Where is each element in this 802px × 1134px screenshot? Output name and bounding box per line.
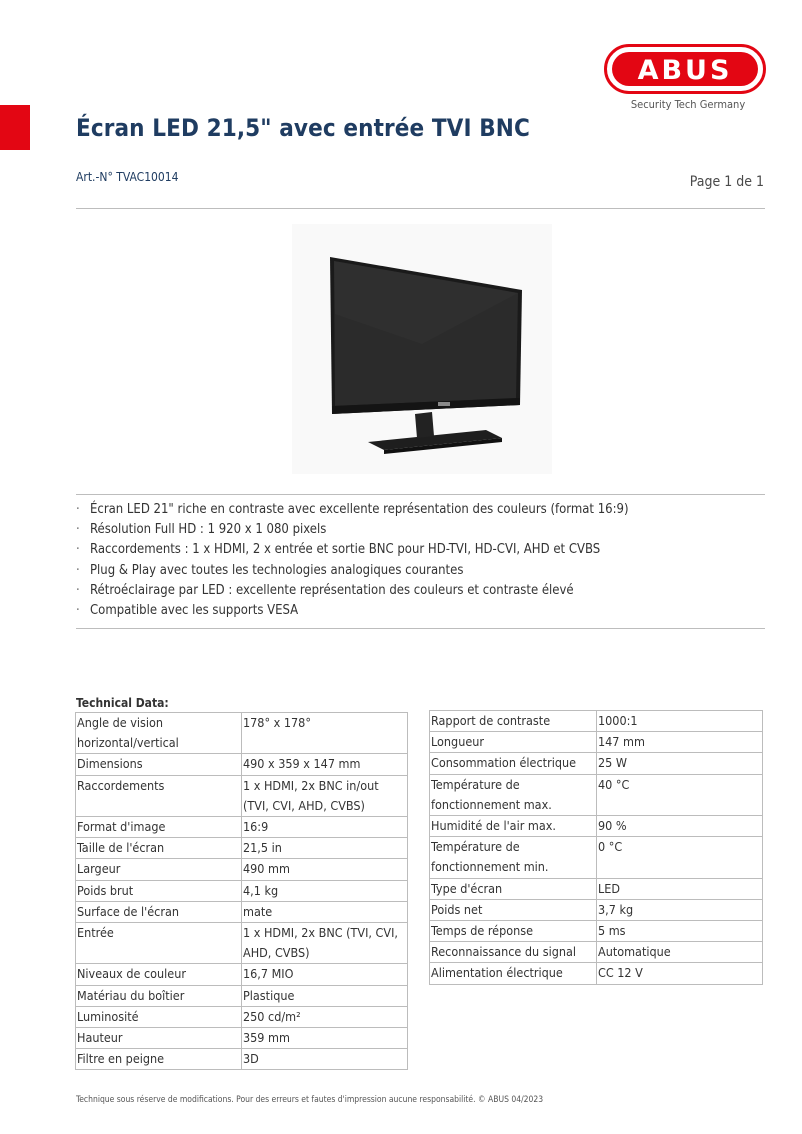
spec-value: 490 mm bbox=[242, 859, 408, 880]
spec-key: Consommation électrique bbox=[430, 753, 597, 774]
spec-value-line: 1 x HDMI, 2x BNC in/out bbox=[243, 777, 379, 793]
spec-key: Poids net bbox=[430, 899, 597, 920]
spec-value: 250 cd/m² bbox=[242, 1006, 408, 1027]
feature-text: Écran LED 21" riche en contraste avec excellente représentation des couleurs (format 16:9) bbox=[90, 502, 629, 517]
spec-key: Angle de vision horizontal/vertical bbox=[76, 713, 242, 754]
spec-value: 490 x 359 x 147 mm bbox=[242, 754, 408, 775]
spec-value: 359 mm bbox=[242, 1028, 408, 1049]
spec-key: Niveaux de couleur bbox=[76, 964, 242, 985]
spec-value: 3D bbox=[242, 1049, 408, 1070]
spec-value: 0 °C bbox=[597, 837, 763, 878]
bullet-icon: · bbox=[76, 582, 80, 598]
technical-data-heading: Technical Data: bbox=[76, 696, 169, 710]
features-bottom-divider bbox=[76, 628, 765, 629]
bullet-icon: · bbox=[76, 522, 80, 538]
spec-row bbox=[76, 964, 408, 985]
spec-key: Humidité de l'air max. bbox=[430, 816, 597, 837]
spec-value: 16,7 MIO bbox=[242, 964, 408, 985]
spec-key: Entrée bbox=[76, 923, 242, 964]
page-title: Écran LED 21,5" avec entrée TVI BNC bbox=[76, 114, 530, 142]
spec-value: 90 % bbox=[597, 816, 763, 837]
spec-row bbox=[76, 713, 408, 754]
abus-logo bbox=[604, 44, 766, 94]
spec-row bbox=[76, 985, 408, 1006]
spec-key: Température de fonctionnement min. bbox=[430, 837, 597, 878]
spec-value: 147 mm bbox=[597, 732, 763, 753]
feature-item bbox=[76, 500, 765, 520]
spec-key: Format d'image bbox=[76, 817, 242, 838]
page-number: Page 1 de 1 bbox=[689, 174, 764, 190]
article-number: Art.-N° TVAC10014 bbox=[76, 170, 179, 184]
spec-key: Hauteur bbox=[76, 1028, 242, 1049]
spec-key: Type d'écran bbox=[430, 878, 597, 899]
spec-key: Poids brut bbox=[76, 880, 242, 901]
spec-key: Taille de l'écran bbox=[76, 838, 242, 859]
feature-text: Résolution Full HD : 1 920 x 1 080 pixels bbox=[90, 522, 327, 538]
svg-text:ABUS: ABUS bbox=[637, 55, 733, 86]
feature-item bbox=[76, 540, 765, 560]
feature-item bbox=[76, 601, 765, 621]
spec-value: CC 12 V bbox=[597, 963, 763, 984]
feature-item bbox=[76, 561, 765, 581]
spec-row bbox=[430, 837, 763, 878]
spec-value: 1000:1 bbox=[597, 711, 763, 732]
spec-key: Dimensions bbox=[76, 754, 242, 775]
feature-text: Compatible avec les supports VESA bbox=[90, 603, 299, 619]
spec-row bbox=[76, 817, 408, 838]
product-image bbox=[292, 224, 552, 474]
spec-row bbox=[76, 1049, 408, 1070]
spec-value: mate bbox=[242, 901, 408, 922]
feature-text: Raccordements : 1 x HDMI, 2 x entrée et sortie BNC pour HD-TVI, HD-CVI, AHD et CVBS bbox=[90, 542, 601, 558]
bullet-icon: · bbox=[76, 603, 80, 619]
spec-value-line: AHD, CVBS) bbox=[243, 945, 310, 961]
spec-row bbox=[76, 838, 408, 859]
spec-key: Longueur bbox=[430, 732, 597, 753]
spec-row bbox=[76, 901, 408, 922]
spec-value: Automatique bbox=[597, 942, 763, 963]
spec-value: 5 ms bbox=[597, 921, 763, 942]
spec-row bbox=[430, 899, 763, 920]
spec-key: Raccordements bbox=[76, 775, 242, 816]
bullet-icon: · bbox=[76, 542, 80, 558]
spec-key: Luminosité bbox=[76, 1006, 242, 1027]
spec-table-left bbox=[75, 712, 408, 1070]
spec-row bbox=[430, 732, 763, 753]
spec-key: Reconnaissance du signal bbox=[430, 942, 597, 963]
spec-row bbox=[430, 753, 763, 774]
feature-item bbox=[76, 520, 765, 540]
spec-key: Alimentation électrique bbox=[430, 963, 597, 984]
spec-row bbox=[430, 921, 763, 942]
spec-row bbox=[430, 774, 763, 815]
spec-value: 4,1 kg bbox=[242, 880, 408, 901]
feature-text: Rétroéclairage par LED : excellente représentation des couleurs et contraste élevé bbox=[90, 582, 574, 598]
feature-list bbox=[76, 500, 765, 621]
spec-row bbox=[76, 923, 408, 964]
header-divider bbox=[76, 208, 765, 209]
red-edge-tab bbox=[0, 105, 30, 150]
spec-row bbox=[430, 711, 763, 732]
spec-row bbox=[76, 1028, 408, 1049]
spec-row bbox=[76, 775, 408, 816]
spec-row bbox=[430, 878, 763, 899]
spec-row bbox=[430, 816, 763, 837]
spec-row bbox=[76, 1006, 408, 1027]
spec-value: 3,7 kg bbox=[597, 899, 763, 920]
spec-key: Filtre en peigne bbox=[76, 1049, 242, 1070]
spec-value: 21,5 in bbox=[242, 838, 408, 859]
footer-disclaimer: Technique sous réserve de modifications. Pour des erreurs et fautes d'impression aucune responsabilité. © ABUS 04/2023 bbox=[76, 1095, 544, 1105]
spec-row bbox=[76, 880, 408, 901]
brand-tagline: Security Tech Germany bbox=[630, 98, 746, 111]
spec-value bbox=[242, 775, 408, 816]
spec-value-line: (TVI, CVI, AHD, CVBS) bbox=[243, 797, 365, 813]
spec-key: Largeur bbox=[76, 859, 242, 880]
spec-value: 25 W bbox=[597, 753, 763, 774]
spec-value: 178° x 178° bbox=[242, 713, 408, 754]
spec-table-right bbox=[429, 710, 763, 985]
spec-key: Surface de l'écran bbox=[76, 901, 242, 922]
spec-row bbox=[76, 754, 408, 775]
spec-value: Plastique bbox=[242, 985, 408, 1006]
features-top-divider bbox=[76, 494, 765, 495]
bullet-icon: · bbox=[76, 562, 80, 578]
spec-row bbox=[430, 942, 763, 963]
spec-key: Matériau du boîtier bbox=[76, 985, 242, 1006]
spec-row bbox=[430, 963, 763, 984]
feature-item bbox=[76, 581, 765, 601]
spec-key: Rapport de contraste bbox=[430, 711, 597, 732]
spec-value-line: 1 x HDMI, 2x BNC (TVI, CVI, bbox=[243, 925, 398, 941]
spec-key: Temps de réponse bbox=[430, 921, 597, 942]
spec-value: LED bbox=[597, 878, 763, 899]
spec-key: Température de fonctionnement max. bbox=[430, 774, 597, 815]
spec-value: 16:9 bbox=[242, 817, 408, 838]
spec-value bbox=[242, 923, 408, 964]
spec-row bbox=[76, 859, 408, 880]
bullet-icon: · bbox=[76, 502, 80, 517]
feature-text: Plug & Play avec toutes les technologies analogiques courantes bbox=[90, 562, 464, 578]
spec-value: 40 °C bbox=[597, 774, 763, 815]
